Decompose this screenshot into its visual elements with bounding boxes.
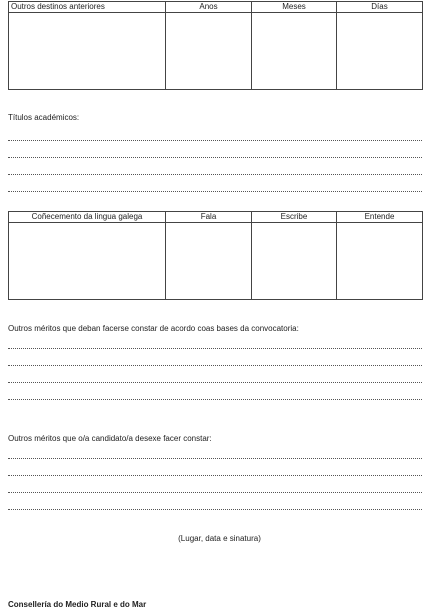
- understands-cell[interactable]: [337, 223, 423, 300]
- merits-candidate-line[interactable]: [8, 475, 422, 476]
- merits-call-line[interactable]: [8, 348, 422, 349]
- col-galician-knowledge: Coñecemento da lingua galega: [9, 212, 166, 223]
- merits-call-line[interactable]: [8, 399, 422, 400]
- merits-call-line[interactable]: [8, 382, 422, 383]
- col-years: Anos: [166, 2, 252, 13]
- previous-posts-entry-row: [9, 13, 423, 90]
- previous-posts-header-row: [9, 2, 423, 13]
- merits-call-line[interactable]: [8, 365, 422, 366]
- galician-knowledge-cell[interactable]: [9, 223, 166, 300]
- footer-department: Consellería do Medio Rural e do Mar: [8, 600, 147, 609]
- galician-header-row: [9, 212, 423, 223]
- merits-candidate-line[interactable]: [8, 492, 422, 493]
- merits-candidate-line[interactable]: [8, 458, 422, 459]
- galician-language-table: [8, 211, 423, 300]
- academic-titles-line[interactable]: [8, 191, 422, 192]
- merits-candidate-line[interactable]: [8, 509, 422, 510]
- writes-cell[interactable]: [252, 223, 337, 300]
- col-previous-posts: Outros destinos anteriores: [9, 2, 166, 13]
- previous-posts-cell[interactable]: [9, 13, 166, 90]
- previous-posts-table: [8, 1, 423, 90]
- merits-call-label: Outros méritos que deban facerse constar de acordo coas bases da convocatoria:: [8, 324, 299, 333]
- years-cell[interactable]: [166, 13, 252, 90]
- academic-titles-line[interactable]: [8, 174, 422, 175]
- days-cell[interactable]: [337, 13, 423, 90]
- galician-entry-row: [9, 223, 423, 300]
- col-months: Meses: [252, 2, 337, 13]
- academic-titles-label: Títulos académicos:: [8, 113, 80, 122]
- signature-caption: (Lugar, data e sinatura): [178, 534, 261, 543]
- col-speaks: Fala: [166, 212, 252, 223]
- col-days: Días: [337, 2, 423, 13]
- speaks-cell[interactable]: [166, 223, 252, 300]
- academic-titles-line[interactable]: [8, 140, 422, 141]
- col-understands: Entende: [337, 212, 423, 223]
- academic-titles-line[interactable]: [8, 157, 422, 158]
- merits-candidate-label: Outros méritos que o/a candidato/a desexe facer constar:: [8, 434, 212, 443]
- months-cell[interactable]: [252, 13, 337, 90]
- col-writes: Escribe: [252, 212, 337, 223]
